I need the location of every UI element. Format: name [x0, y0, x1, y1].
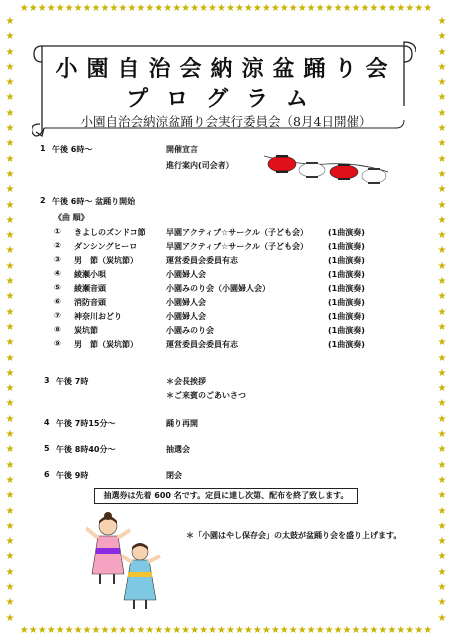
- song-performer: 運営委員会委員有志: [166, 340, 238, 349]
- program-heading: プログラム: [126, 86, 326, 112]
- song-title: 消防音頭: [74, 298, 106, 307]
- song-title: 男 節（炭坑節）: [74, 340, 138, 349]
- song-title: 綾瀬音頭: [74, 284, 106, 293]
- schedule-6-no: 6: [44, 470, 50, 479]
- schedule-5-no: 5: [44, 444, 50, 453]
- song-number: ③: [54, 255, 61, 264]
- star-border-top: ★★★★★★★★★★★★★★★★★★★★★★★★★★★★★★★★★★★★★★★★★★★★★★: [19, 3, 433, 14]
- song-title: 男 節（炭坑節）: [74, 256, 138, 265]
- song-number: ④: [54, 269, 61, 278]
- song-performer: 小園婦人会: [166, 298, 206, 307]
- schedule-6-time: 午後 9時: [56, 471, 89, 480]
- schedule-2-time: 午後 6時～ 盆踊り開始: [52, 197, 136, 206]
- schedule-5-event: 抽選会: [166, 445, 190, 454]
- song-number: ①: [54, 227, 61, 236]
- song-title: 綾瀬小唄: [74, 270, 106, 279]
- schedule-6-event: 閉会: [166, 471, 182, 480]
- song-performer: 早園アクティブ☆サークル（子ども会）: [166, 242, 309, 251]
- schedule-1b-event: 進行案内(司会者）: [166, 161, 234, 170]
- song-performer: 運営委員会委員有志: [166, 256, 238, 265]
- schedule-3-no: 3: [44, 376, 50, 385]
- song-number: ⑥: [54, 297, 61, 306]
- schedule-1-time: 午後 6時～: [52, 145, 93, 154]
- schedule-1-event: 開催宣言: [166, 145, 198, 154]
- song-title: 炭坑節: [74, 326, 98, 335]
- song-number: ⑤: [54, 283, 61, 292]
- song-title: 神奈川おどり: [74, 312, 122, 321]
- song-note: (1曲演奏): [328, 312, 365, 321]
- schedule-4-event: 踊り再開: [166, 419, 198, 428]
- schedule-3b-event: ＊ご来賓のごあいさつ: [166, 391, 246, 400]
- schedule-3-event: ＊会長挨拶: [166, 377, 206, 386]
- lantern-red-2: [330, 165, 358, 179]
- song-note: (1曲演奏): [328, 256, 365, 265]
- song-note: (1曲演奏): [328, 242, 365, 251]
- song-note: (1曲演奏): [328, 298, 365, 307]
- organizer-line: 小園自治会納涼盆踊り会実行委員会（8月4日開催）: [80, 114, 372, 129]
- event-title: 小園自治会納涼盆踊り会: [55, 56, 397, 82]
- song-performer: 小園婦人会: [166, 312, 206, 321]
- song-note: (1曲演奏): [328, 284, 365, 293]
- song-number: ②: [54, 241, 61, 250]
- song-number: ⑧: [54, 325, 61, 334]
- schedule-4-no: 4: [44, 418, 50, 427]
- schedule-5-time: 午後 8時40分～: [56, 445, 116, 454]
- song-title: ダンシングヒーロ: [74, 242, 138, 251]
- schedule-4-time: 午後 7時15分～: [56, 419, 116, 428]
- lantern-red-1: [268, 156, 296, 172]
- star-border-bottom: ★★★★★★★★★★★★★★★★★★★★★★★★★★★★★★★★★★★★★★★★★★★★★★: [19, 625, 433, 636]
- lantern-white-2: [362, 169, 386, 183]
- lottery-notice: 抽選券は先着 600 名です。定員に達し次第、配布を終了致します。: [94, 488, 358, 504]
- song-performer: 早園アクティブ☆サークル（子ども会）: [166, 228, 309, 237]
- schedule-1-no: 1: [40, 144, 46, 153]
- schedule-2-no: 2: [40, 196, 46, 205]
- taiko-footnote: ＊「小園はやし保存会」の太鼓が盆踊り会を盛り上げます。: [186, 531, 402, 540]
- song-number: ⑦: [54, 311, 61, 320]
- star-border-right: ★ ★ ★ ★ ★ ★ ★ ★ ★ ★ ★ ★ ★ ★ ★ ★ ★ ★ ★ ★ ★ ★ ★ ★ ★ ★ ★ ★ ★ ★ ★ ★ ★ ★ ★ ★ ★ ★ ★ ★: [437, 16, 447, 624]
- song-note: (1曲演奏): [328, 326, 365, 335]
- paper-lanterns-illustration: [262, 150, 390, 190]
- song-performer: 小園婦人会: [166, 270, 206, 279]
- song-note: (1曲演奏): [328, 270, 365, 279]
- song-note: (1曲演奏): [328, 340, 365, 349]
- lantern-white-1: [299, 163, 325, 177]
- song-number: ⑨: [54, 339, 61, 348]
- songs-heading: 《曲 順》: [54, 213, 89, 222]
- schedule-3-time: 午後 7時: [56, 377, 89, 386]
- song-performer: 小園みのり会: [166, 326, 214, 335]
- dancing-kids-illustration: [86, 512, 166, 612]
- star-border-left: ★ ★ ★ ★ ★ ★ ★ ★ ★ ★ ★ ★ ★ ★ ★ ★ ★ ★ ★ ★ ★ ★ ★ ★ ★ ★ ★ ★ ★ ★ ★ ★ ★ ★ ★ ★ ★ ★ ★ ★: [5, 16, 15, 624]
- song-note: (1曲演奏): [328, 228, 365, 237]
- song-performer: 小園みのり会（小園婦人会）: [166, 284, 270, 293]
- song-title: きよしのズンドコ節: [74, 228, 146, 237]
